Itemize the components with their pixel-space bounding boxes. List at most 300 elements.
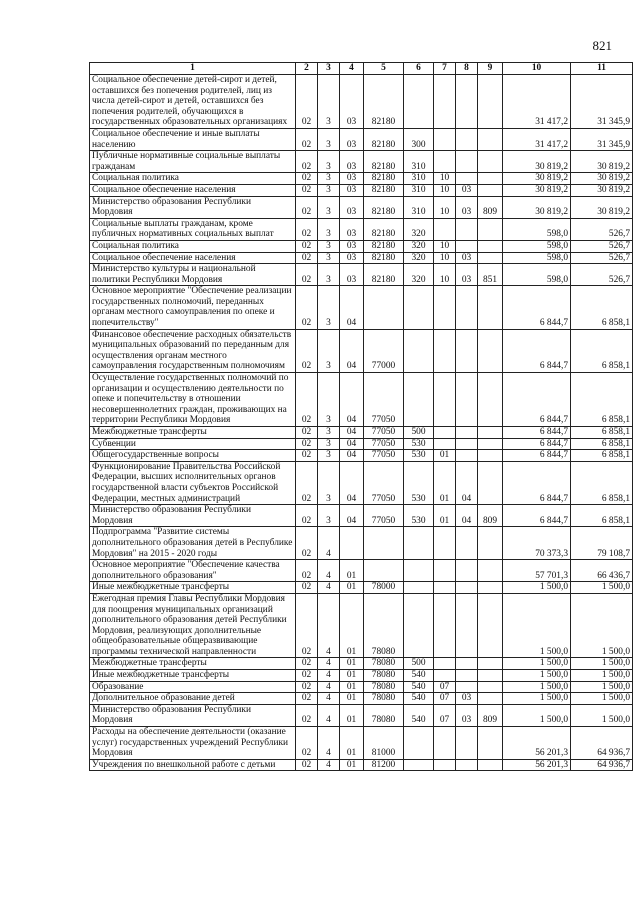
code-cell-c7	[434, 75, 456, 129]
code-cell-c9	[478, 593, 503, 658]
code-cell-c4	[340, 527, 364, 560]
code-cell-c4: 01	[340, 582, 364, 594]
code-cell-c8	[456, 286, 478, 329]
code-cell-c3: 3	[318, 173, 340, 185]
column-header: 2	[296, 63, 318, 75]
code-cell-c9	[478, 658, 503, 670]
code-cell-c4: 01	[340, 704, 364, 726]
code-cell-c4: 03	[340, 128, 364, 150]
code-cell-c4: 03	[340, 218, 364, 240]
code-cell-c5	[364, 560, 404, 582]
code-cell-c4: 04	[340, 329, 364, 372]
amount-cell-v10: 6 844,7	[503, 438, 571, 450]
code-cell-c2: 02	[296, 286, 318, 329]
code-cell-c6: 540	[404, 681, 434, 693]
code-cell-c3: 3	[318, 264, 340, 286]
table-row	[90, 75, 633, 129]
code-cell-c9	[478, 438, 503, 450]
row-name: Публичные нормативные социальные выплаты гражданам	[90, 151, 296, 173]
column-header: 6	[404, 63, 434, 75]
code-cell-c6	[404, 527, 434, 560]
code-cell-c9	[478, 560, 503, 582]
code-cell-c8	[456, 727, 478, 760]
code-cell-c2: 02	[296, 727, 318, 760]
code-cell-c2: 02	[296, 329, 318, 372]
code-cell-c5: 77050	[364, 438, 404, 450]
code-cell-c3: 3	[318, 286, 340, 329]
row-name: Социальное обеспечение населения	[90, 184, 296, 196]
code-cell-c6: 530	[404, 450, 434, 462]
code-cell-c9	[478, 759, 503, 771]
row-name: Подпрограмма "Развитие системы дополнительного образования детей в Республике Мордовия" на 2015 - 2020 годы	[90, 527, 296, 560]
code-cell-c7	[434, 218, 456, 240]
code-cell-c8	[456, 560, 478, 582]
budget-table	[89, 62, 633, 771]
code-cell-c2: 02	[296, 560, 318, 582]
table-row	[90, 704, 633, 726]
row-name: Учреждения по внешкольной работе с детьми	[90, 759, 296, 771]
code-cell-c4: 01	[340, 759, 364, 771]
code-cell-c7	[434, 670, 456, 682]
amount-cell-v11: 1 500,0	[571, 693, 633, 705]
code-cell-c7: 01	[434, 505, 456, 527]
table-row	[90, 264, 633, 286]
row-name: Министерство образования Республики Мордовия	[90, 505, 296, 527]
code-cell-c9	[478, 184, 503, 196]
amount-cell-v11: 30 819,2	[571, 151, 633, 173]
amount-cell-v11: 526,7	[571, 240, 633, 252]
code-cell-c3: 3	[318, 196, 340, 218]
code-cell-c7	[434, 427, 456, 439]
code-cell-c5: 78080	[364, 704, 404, 726]
code-cell-c2: 02	[296, 461, 318, 504]
code-cell-c6	[404, 582, 434, 594]
amount-cell-v10: 1 500,0	[503, 670, 571, 682]
code-cell-c6: 540	[404, 704, 434, 726]
code-cell-c8	[456, 658, 478, 670]
code-cell-c7	[434, 527, 456, 560]
amount-cell-v10: 56 201,3	[503, 727, 571, 760]
code-cell-c4: 01	[340, 681, 364, 693]
code-cell-c2: 02	[296, 593, 318, 658]
amount-cell-v11: 6 858,1	[571, 450, 633, 462]
code-cell-c2: 02	[296, 184, 318, 196]
table-row	[90, 196, 633, 218]
code-cell-c7: 10	[434, 240, 456, 252]
amount-cell-v10: 30 819,2	[503, 184, 571, 196]
code-cell-c7: 10	[434, 264, 456, 286]
amount-cell-v10: 598,0	[503, 240, 571, 252]
code-cell-c5	[364, 527, 404, 560]
code-cell-c8	[456, 373, 478, 427]
code-cell-c8	[456, 438, 478, 450]
code-cell-c5: 78080	[364, 593, 404, 658]
code-cell-c8	[456, 173, 478, 185]
amount-cell-v10: 57 701,3	[503, 560, 571, 582]
amount-cell-v11: 30 819,2	[571, 173, 633, 185]
code-cell-c2: 02	[296, 218, 318, 240]
code-cell-c3: 3	[318, 329, 340, 372]
code-cell-c7	[434, 658, 456, 670]
row-name: Социальное обеспечение детей-сирот и детей, оставшихся без попечения родителей, лиц из числа детей-сирот и детей, оставшихся без попечения родителей, обучающихся в государственных образовательных организациях	[90, 75, 296, 129]
table-row	[90, 218, 633, 240]
code-cell-c8: 03	[456, 704, 478, 726]
code-cell-c8	[456, 759, 478, 771]
code-cell-c4: 04	[340, 427, 364, 439]
row-name: Министерство образования Республики Мордовия	[90, 196, 296, 218]
code-cell-c7: 10	[434, 173, 456, 185]
column-header: 11	[571, 63, 633, 75]
code-cell-c7	[434, 128, 456, 150]
table-row	[90, 329, 633, 372]
code-cell-c9	[478, 373, 503, 427]
code-cell-c4: 03	[340, 196, 364, 218]
amount-cell-v10: 6 844,7	[503, 461, 571, 504]
code-cell-c2: 02	[296, 427, 318, 439]
column-header: 4	[340, 63, 364, 75]
code-cell-c3: 3	[318, 438, 340, 450]
code-cell-c3: 4	[318, 759, 340, 771]
code-cell-c3: 3	[318, 240, 340, 252]
table-row	[90, 438, 633, 450]
code-cell-c4: 01	[340, 670, 364, 682]
code-cell-c5: 82180	[364, 264, 404, 286]
code-cell-c4: 01	[340, 727, 364, 760]
code-cell-c5: 77050	[364, 461, 404, 504]
code-cell-c7: 01	[434, 461, 456, 504]
code-cell-c8	[456, 593, 478, 658]
table-row	[90, 128, 633, 150]
amount-cell-v11: 526,7	[571, 218, 633, 240]
code-cell-c5: 82180	[364, 218, 404, 240]
code-cell-c6: 310	[404, 196, 434, 218]
code-cell-c3: 3	[318, 450, 340, 462]
code-cell-c7: 07	[434, 693, 456, 705]
amount-cell-v11: 1 500,0	[571, 658, 633, 670]
row-name: Социальная политика	[90, 240, 296, 252]
code-cell-c5: 82180	[364, 75, 404, 129]
amount-cell-v11: 6 858,1	[571, 373, 633, 427]
code-cell-c5: 81000	[364, 727, 404, 760]
code-cell-c2: 02	[296, 527, 318, 560]
code-cell-c9: 851	[478, 264, 503, 286]
table-row	[90, 681, 633, 693]
code-cell-c7	[434, 593, 456, 658]
amount-cell-v11: 1 500,0	[571, 582, 633, 594]
code-cell-c9	[478, 670, 503, 682]
code-cell-c4: 03	[340, 184, 364, 196]
code-cell-c8	[456, 218, 478, 240]
row-name: Социальная политика	[90, 173, 296, 185]
code-cell-c9	[478, 450, 503, 462]
code-cell-c2: 02	[296, 658, 318, 670]
row-name: Министерство культуры и национальной политики Республики Мордовия	[90, 264, 296, 286]
table-row	[90, 759, 633, 771]
code-cell-c9	[478, 128, 503, 150]
code-cell-c9	[478, 461, 503, 504]
amount-cell-v11: 79 108,7	[571, 527, 633, 560]
row-name: Субвенции	[90, 438, 296, 450]
table-row	[90, 670, 633, 682]
code-cell-c6	[404, 759, 434, 771]
amount-cell-v10: 6 844,7	[503, 505, 571, 527]
code-cell-c7: 10	[434, 252, 456, 264]
amount-cell-v10: 598,0	[503, 218, 571, 240]
code-cell-c8	[456, 450, 478, 462]
code-cell-c3: 4	[318, 681, 340, 693]
code-cell-c3: 3	[318, 151, 340, 173]
code-cell-c6: 320	[404, 264, 434, 286]
amount-cell-v10: 1 500,0	[503, 681, 571, 693]
code-cell-c6	[404, 560, 434, 582]
code-cell-c5: 77050	[364, 505, 404, 527]
code-cell-c6: 310	[404, 184, 434, 196]
column-header: 8	[456, 63, 478, 75]
amount-cell-v10: 30 819,2	[503, 151, 571, 173]
code-cell-c5	[364, 286, 404, 329]
code-cell-c2: 02	[296, 373, 318, 427]
amount-cell-v11: 1 500,0	[571, 681, 633, 693]
amount-cell-v10: 6 844,7	[503, 286, 571, 329]
code-cell-c9	[478, 329, 503, 372]
code-cell-c3: 3	[318, 75, 340, 129]
table-row	[90, 450, 633, 462]
row-name: Дополнительное образование детей	[90, 693, 296, 705]
code-cell-c5: 82180	[364, 240, 404, 252]
amount-cell-v10: 6 844,7	[503, 373, 571, 427]
table-row	[90, 593, 633, 658]
table-row	[90, 527, 633, 560]
code-cell-c2: 02	[296, 670, 318, 682]
amount-cell-v11: 6 858,1	[571, 427, 633, 439]
amount-cell-v10: 6 844,7	[503, 329, 571, 372]
row-name: Социальное обеспечение населения	[90, 252, 296, 264]
code-cell-c6: 500	[404, 658, 434, 670]
table-row	[90, 693, 633, 705]
column-header: 5	[364, 63, 404, 75]
table-row	[90, 560, 633, 582]
row-name: Функционирование Правительства Российской Федерации, высших исполнительных органов государственной власти субъектов Российской Федерации, местных администраций	[90, 461, 296, 504]
row-name: Осуществление государственных полномочий по организации и осуществлению деятельности по опеке и попечительству в отношении несовершеннолетних граждан, проживающих на территории Республики Мордовия	[90, 373, 296, 427]
row-name: Межбюджетные трансферты	[90, 427, 296, 439]
code-cell-c7	[434, 286, 456, 329]
code-cell-c6: 540	[404, 693, 434, 705]
code-cell-c6: 320	[404, 252, 434, 264]
row-name: Образование	[90, 681, 296, 693]
amount-cell-v11: 6 858,1	[571, 505, 633, 527]
code-cell-c8: 04	[456, 505, 478, 527]
code-cell-c9	[478, 75, 503, 129]
code-cell-c5: 78080	[364, 693, 404, 705]
code-cell-c5: 82180	[364, 128, 404, 150]
code-cell-c4: 03	[340, 264, 364, 286]
table-row	[90, 286, 633, 329]
code-cell-c3: 3	[318, 128, 340, 150]
code-cell-c4: 03	[340, 240, 364, 252]
code-cell-c8	[456, 582, 478, 594]
column-header: 9	[478, 63, 503, 75]
code-cell-c7: 07	[434, 681, 456, 693]
amount-cell-v11: 64 936,7	[571, 727, 633, 760]
amount-cell-v11: 6 858,1	[571, 438, 633, 450]
row-name: Расходы на обеспечение деятельности (оказание услуг) государственных учреждений Республики Мордовия	[90, 727, 296, 760]
code-cell-c8: 03	[456, 264, 478, 286]
amount-cell-v10: 598,0	[503, 252, 571, 264]
code-cell-c4: 03	[340, 151, 364, 173]
code-cell-c6	[404, 286, 434, 329]
table-row	[90, 727, 633, 760]
code-cell-c4: 04	[340, 461, 364, 504]
code-cell-c5: 81200	[364, 759, 404, 771]
code-cell-c2: 02	[296, 681, 318, 693]
code-cell-c9	[478, 151, 503, 173]
code-cell-c6: 530	[404, 461, 434, 504]
column-header: 1	[90, 63, 296, 75]
page-number: 821	[592, 38, 612, 53]
code-cell-c6	[404, 329, 434, 372]
amount-cell-v11: 6 858,1	[571, 286, 633, 329]
row-name: Общегосударственные вопросы	[90, 450, 296, 462]
code-cell-c3: 4	[318, 560, 340, 582]
code-cell-c5: 82180	[364, 184, 404, 196]
code-cell-c3: 3	[318, 461, 340, 504]
code-cell-c9: 809	[478, 704, 503, 726]
code-cell-c7: 10	[434, 184, 456, 196]
code-cell-c6: 310	[404, 151, 434, 173]
code-cell-c4: 01	[340, 658, 364, 670]
table-row	[90, 240, 633, 252]
column-header: 7	[434, 63, 456, 75]
table-row	[90, 184, 633, 196]
code-cell-c7: 01	[434, 450, 456, 462]
code-cell-c8	[456, 427, 478, 439]
code-cell-c8: 04	[456, 461, 478, 504]
table-row	[90, 461, 633, 504]
amount-cell-v11: 526,7	[571, 252, 633, 264]
code-cell-c4: 03	[340, 173, 364, 185]
code-cell-c3: 3	[318, 427, 340, 439]
row-name: Межбюджетные трансферты	[90, 658, 296, 670]
code-cell-c9	[478, 173, 503, 185]
row-name: Основное мероприятие "Обеспечение качества дополнительного образования"	[90, 560, 296, 582]
table-body	[90, 75, 633, 771]
code-cell-c9	[478, 582, 503, 594]
code-cell-c4: 01	[340, 560, 364, 582]
code-cell-c7	[434, 727, 456, 760]
code-cell-c8: 03	[456, 184, 478, 196]
code-cell-c7	[434, 151, 456, 173]
code-cell-c3: 3	[318, 252, 340, 264]
code-cell-c3: 4	[318, 527, 340, 560]
amount-cell-v10: 31 417,2	[503, 75, 571, 129]
code-cell-c3: 3	[318, 184, 340, 196]
code-cell-c2: 02	[296, 693, 318, 705]
code-cell-c8	[456, 329, 478, 372]
code-cell-c9	[478, 427, 503, 439]
amount-cell-v10: 6 844,7	[503, 427, 571, 439]
code-cell-c5: 77050	[364, 450, 404, 462]
column-header: 10	[503, 63, 571, 75]
amount-cell-v10: 6 844,7	[503, 450, 571, 462]
code-cell-c5: 78080	[364, 658, 404, 670]
code-cell-c6: 540	[404, 670, 434, 682]
code-cell-c4: 03	[340, 252, 364, 264]
amount-cell-v11: 1 500,0	[571, 593, 633, 658]
table-row	[90, 505, 633, 527]
code-cell-c9	[478, 527, 503, 560]
code-cell-c8	[456, 151, 478, 173]
code-cell-c5: 82180	[364, 151, 404, 173]
table-row	[90, 658, 633, 670]
code-cell-c4: 01	[340, 693, 364, 705]
code-cell-c9	[478, 240, 503, 252]
amount-cell-v10: 598,0	[503, 264, 571, 286]
code-cell-c7	[434, 373, 456, 427]
code-cell-c2: 02	[296, 704, 318, 726]
row-name: Министерство образования Республики Мордовия	[90, 704, 296, 726]
row-name: Финансовое обеспечение расходных обязательств муниципальных образований по переданным для осуществления органам местного самоуправления государственным полномочиям	[90, 329, 296, 372]
amount-cell-v11: 6 858,1	[571, 329, 633, 372]
table-row	[90, 373, 633, 427]
code-cell-c6: 500	[404, 427, 434, 439]
amount-cell-v11: 66 436,7	[571, 560, 633, 582]
amount-cell-v10: 1 500,0	[503, 693, 571, 705]
code-cell-c8	[456, 681, 478, 693]
code-cell-c5: 77000	[364, 329, 404, 372]
amount-cell-v11: 30 819,2	[571, 184, 633, 196]
code-cell-c9	[478, 252, 503, 264]
code-cell-c8	[456, 240, 478, 252]
code-cell-c5: 77050	[364, 427, 404, 439]
code-cell-c4: 04	[340, 450, 364, 462]
amount-cell-v11: 526,7	[571, 264, 633, 286]
amount-cell-v11: 31 345,9	[571, 128, 633, 150]
header-row	[90, 63, 633, 75]
code-cell-c4: 04	[340, 373, 364, 427]
code-cell-c5: 82180	[364, 173, 404, 185]
code-cell-c3: 4	[318, 593, 340, 658]
code-cell-c8: 03	[456, 196, 478, 218]
code-cell-c3: 4	[318, 670, 340, 682]
amount-cell-v11: 64 936,7	[571, 759, 633, 771]
code-cell-c9: 809	[478, 505, 503, 527]
code-cell-c5: 78080	[364, 681, 404, 693]
code-cell-c7	[434, 759, 456, 771]
code-cell-c2: 02	[296, 128, 318, 150]
code-cell-c5: 82180	[364, 196, 404, 218]
code-cell-c2: 02	[296, 151, 318, 173]
row-name: Социальное обеспечение и иные выплаты населению	[90, 128, 296, 150]
code-cell-c3: 4	[318, 727, 340, 760]
code-cell-c8: 03	[456, 693, 478, 705]
code-cell-c9: 809	[478, 196, 503, 218]
code-cell-c6	[404, 593, 434, 658]
code-cell-c4: 03	[340, 75, 364, 129]
amount-cell-v10: 1 500,0	[503, 658, 571, 670]
code-cell-c2: 02	[296, 75, 318, 129]
code-cell-c2: 02	[296, 582, 318, 594]
code-cell-c4: 04	[340, 505, 364, 527]
code-cell-c6	[404, 727, 434, 760]
amount-cell-v10: 1 500,0	[503, 582, 571, 594]
code-cell-c5: 77050	[364, 373, 404, 427]
code-cell-c6	[404, 75, 434, 129]
amount-cell-v10: 31 417,2	[503, 128, 571, 150]
code-cell-c6: 300	[404, 128, 434, 150]
code-cell-c2: 02	[296, 252, 318, 264]
code-cell-c3: 4	[318, 693, 340, 705]
code-cell-c5: 82180	[364, 252, 404, 264]
